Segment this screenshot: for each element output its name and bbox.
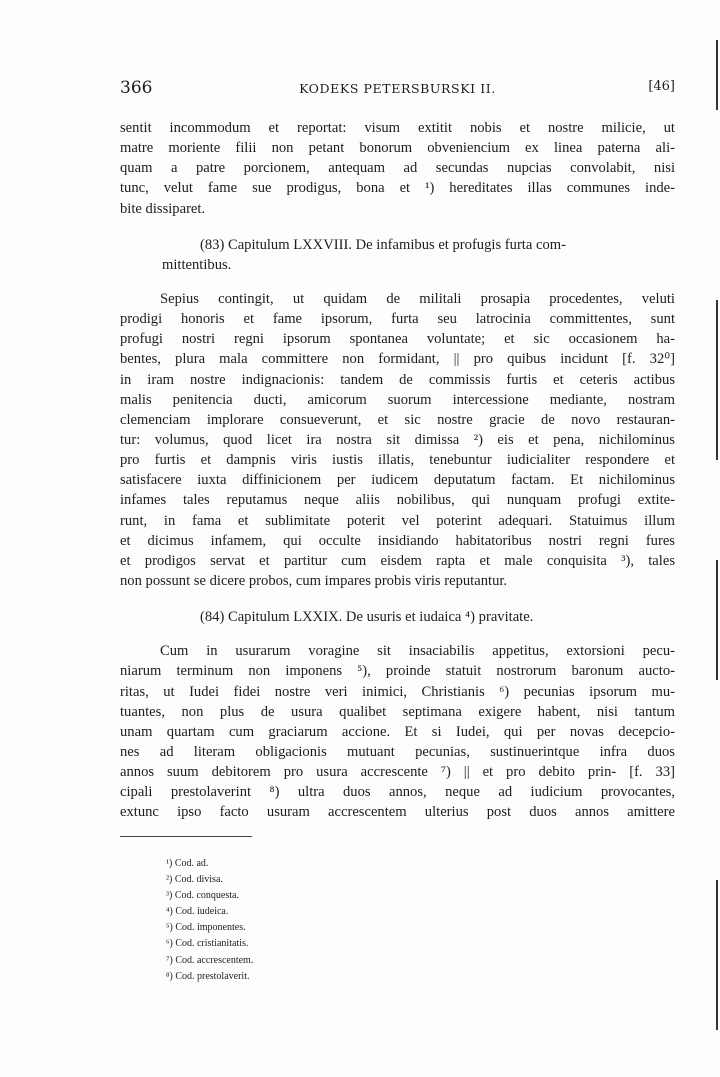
text-line: et prodigos servat et partitur cum eisdem rapta et male conquisita ³), tales — [120, 552, 675, 569]
text-line: bite dissiparet. — [120, 200, 206, 217]
text-line: unam quartam cum graciarum accione. Et si Iudei, qui per novas decepcio- — [120, 723, 675, 740]
text-line: malis penitencia ducti, amicorum suorum intercessione mediante, nostram — [120, 391, 675, 408]
scan-edge — [716, 880, 718, 1030]
text-line: bentes, plura mala committere non formidant, || pro quibus incidunt [f. 32⁰] — [120, 351, 675, 368]
text-line: tuantes, non plus de usura qualibet septimana exigere habent, nisi tantum — [120, 703, 675, 720]
footnote: ²) Cod. divisa. — [166, 874, 223, 886]
text-line: infames tales reputamus neque aliis nobilibus, qui nunquam profugi extite- — [120, 492, 675, 509]
text-line: sentit incommodum et reportat: visum extitit nobis et nostre milicie, ut — [120, 120, 675, 136]
footnote: ⁸) Cod. prestolaverit. — [166, 970, 250, 982]
text-line: nes ad literam obligacionis mutuant pecunias, sustinuerintque infra duos — [120, 743, 675, 760]
text-line: tunc, velut fame sue prodigus, bona et ¹) hereditates illas communes inde- — [120, 180, 675, 197]
text-line: cipali prestolaverint ⁸) ultra duos annos, neque ad iudicium provocantes, — [120, 784, 675, 801]
running-title: KODEKS PETERSBURSKI II. — [299, 81, 496, 96]
footnotes — [166, 856, 253, 985]
footnote-rule — [120, 836, 252, 837]
paragraph-continued — [120, 118, 675, 219]
text-line: pro furtis et dampnis viris iustis illatis, tenebuntur iudicialiter respondere et — [120, 452, 675, 469]
running-header — [120, 78, 675, 100]
footnote: ⁷) Cod. accrescentem. — [166, 954, 254, 966]
text-line: quam a patre porcionem, antequam ad secundas nupcias convolabit, nisi — [120, 160, 675, 177]
footnote: ⁵) Cod. imponentes. — [166, 922, 246, 934]
main-text — [120, 118, 675, 823]
text-line: et dicimus infamem, qui occulte insidiando habitatoribus nostri regni fures — [120, 532, 675, 549]
text-line: Sepius contingit, ut quidam de militali prosapia procedentes, veluti — [160, 290, 675, 307]
text-line: non possunt se dicere probos, cum impares probis viris reputantur. — [120, 572, 508, 589]
footnote: ⁴) Cod. iudeica. — [166, 906, 229, 918]
text-line: clemenciam implorare consueverunt, et sic nostre gracie de novo restauran- — [120, 411, 675, 428]
scan-edge — [716, 560, 718, 680]
footnote: ¹) Cod. ad. — [166, 858, 209, 869]
text-line: runt, in fama et sublimitate poterit vel poterint adequari. Statuimus illum — [120, 512, 675, 529]
folio-number: [46] — [648, 79, 675, 94]
text-line: profugi nostri regni ipsorum spontanea voluntate; et sic occasionem ha- — [120, 331, 675, 348]
text-line: annos suum debitorem pro usura accrescente ⁷) || et pro debito prin- [f. 33] — [120, 764, 675, 781]
text-line: Cum in usurarum voragine sit insaciabilis appetitus, extorsioni pecu- — [160, 643, 675, 660]
scan-edge — [716, 300, 718, 460]
chapter-83-text — [120, 289, 675, 591]
text-line: matre moriente filii non petant bonorum obveniencium ex linea paterna ali- — [120, 140, 675, 157]
chapter-83-heading-cont: mittentibus. — [162, 256, 232, 273]
page-number: 366 — [120, 78, 153, 98]
text-line: niarum terminum non imponens ⁵), proinde statuit nostrorum baronum aucto- — [120, 663, 675, 680]
footnote: ⁶) Cod. cristianitatis. — [166, 938, 249, 950]
scan-edge — [716, 40, 718, 110]
text-line: satisfacere iuxta diffinicionem per iudicem deputatum factam. Et nichilominus — [120, 472, 675, 489]
text-line: prodigi honoris et fame ipsorum, furta seu latrocinia committentes, sunt — [120, 311, 675, 328]
chapter-83-heading: (83) Capitulum LXXVIII. De infamibus et profugis furta com- — [200, 236, 566, 253]
text-line: extunc ipso facto usuram accrescentem ulterius post duos annos amittere — [120, 804, 675, 821]
chapter-84-text — [120, 641, 675, 822]
text-line: tur: volumus, quod licet ira nostra sit dimissa ²) eis et pena, nichilominus — [120, 431, 675, 448]
text-line: ritas, ut Iudei fidei nostre veri inimici, Christianis ⁶) pecunias ipsorum mu- — [120, 683, 675, 700]
chapter-84-heading: (84) Capitulum LXXIX. De usuris et iudaica ⁴) pravitate. — [200, 609, 534, 626]
footnote: ³) Cod. conquesta. — [166, 890, 239, 902]
text-line: in iram nostre indignacionis: tandem de commissis furtis et ceteris actibus — [120, 371, 675, 388]
